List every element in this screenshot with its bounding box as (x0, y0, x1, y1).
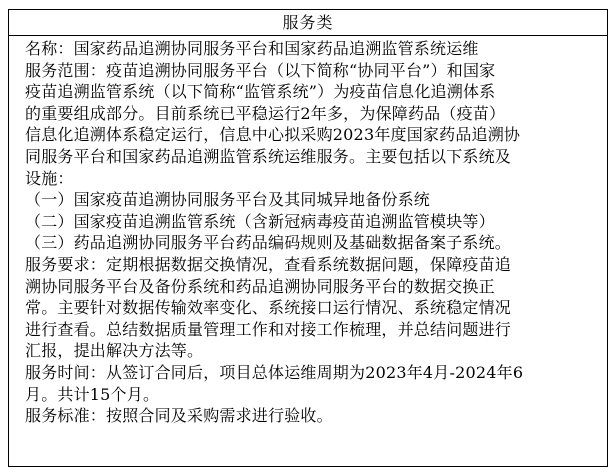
system-item-3: （三）药品追溯协同服务平台药品编码规则及基础数据备案子系统。 (25, 233, 512, 253)
table-body (9, 36, 607, 427)
scope-line-1: 服务范围：疫苗追溯协同服务平台（以下简称“协同平台”）和国家 (25, 60, 496, 80)
time-line-1: 服务时间：从签订合同后，项目总体运维周期为2023年4月-2024年6 (25, 362, 524, 382)
requirement-line-1: 服务要求：定期根据数据交换情况，查看系统数据问题，保障疫苗追 (25, 254, 512, 274)
scope-line-4: 信息化追溯体系稳定运行，信息中心拟采购2023年度国家药品追溯协 (25, 125, 521, 145)
scope-line-5: 同服务平台和国家药品追溯监管系统运维服务。主要包括以下系统及 (25, 146, 512, 166)
scope-line-3: 的重要组成部分。目前系统已平稳运行2年多，为保障药品（疫苗） (25, 103, 506, 123)
requirement-line-3: 常。主要针对数据传输效率变化、系统接口运行情况、系统稳定情况 (25, 298, 512, 318)
requirement-line-4: 进行查看。总结数据质量管理工作和对接工作梳理，并总结问题进行 (25, 319, 512, 339)
scope-line-6: 设施： (25, 168, 74, 188)
table-header: 服务类 (9, 10, 607, 36)
requirement-line-2: 溯协同服务平台及备份系统和药品追溯协同服务平台的数据交换正 (25, 276, 495, 296)
standard-line: 服务标准：按照合同及采购需求进行验收。 (25, 406, 333, 426)
requirement-line-5: 汇报，提出解决方法等。 (25, 341, 204, 361)
name-line: 名称：国家药品追溯协同服务平台和国家药品追溯监管系统运维 (25, 39, 479, 58)
scope-line-2: 疫苗追溯监管系统（以下简称“监管系统”）为疫苗信息化追溯体系 (25, 82, 496, 102)
system-item-2: （二）国家疫苗追溯监管系统（含新冠病毒疫苗追溯监管模块等） (25, 211, 495, 231)
time-line-2: 月。共计15个月。 (25, 384, 160, 404)
system-item-1: （一）国家疫苗追溯协同服务平台及其同城异地备份系统 (25, 190, 431, 210)
service-table (8, 9, 608, 467)
